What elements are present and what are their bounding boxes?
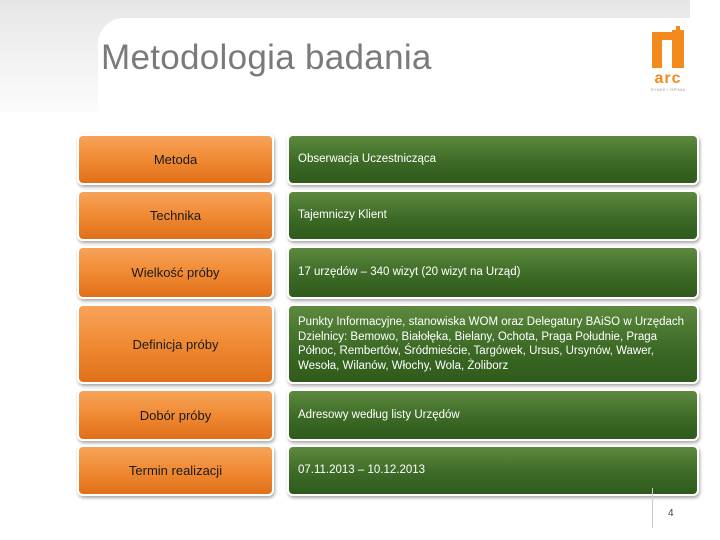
logo-wordmark: arc (654, 70, 682, 87)
row-label: Dobór próby (77, 389, 274, 441)
arc-logo (640, 24, 696, 96)
row-value: Adresowy według listy Urzędów (287, 389, 699, 441)
page-divider (652, 488, 653, 528)
logo-tagline: RYNEK I OPINIA (650, 87, 686, 92)
row-value: 17 urzędów – 340 wizyt (20 wizyt na Urząd) (287, 246, 699, 299)
row-label: Metoda (77, 134, 274, 185)
page-number: 4 (668, 508, 674, 519)
row-value: Tajemniczy Klient (287, 190, 699, 241)
row-label: Definicja próby (77, 304, 274, 384)
arc-logo-icon (640, 24, 696, 70)
row-value: Punkty Informacyjne, stanowiska WOM oraz Delegatury BAiSO w Urzędach Dzielnicy: Bemowo, Białołęka, Bielany, Ochota, Praga Południe, Praga Północ, Rembertów, Śródmieście, Targówek, Ursus, Ursynów, Wawer, Wesoła, Wilanów, Włochy, Wola, Żoliborz (287, 304, 699, 384)
row-label: Wielkość próby (77, 246, 274, 299)
row-label: Termin realizacji (77, 445, 274, 496)
row-value: 07.11.2013 – 10.12.2013 (287, 445, 699, 496)
slide-title: Metodologia badania (101, 38, 432, 77)
row-value: Obserwacja Uczestnicząca (287, 134, 699, 185)
row-label: Technika (77, 190, 274, 241)
